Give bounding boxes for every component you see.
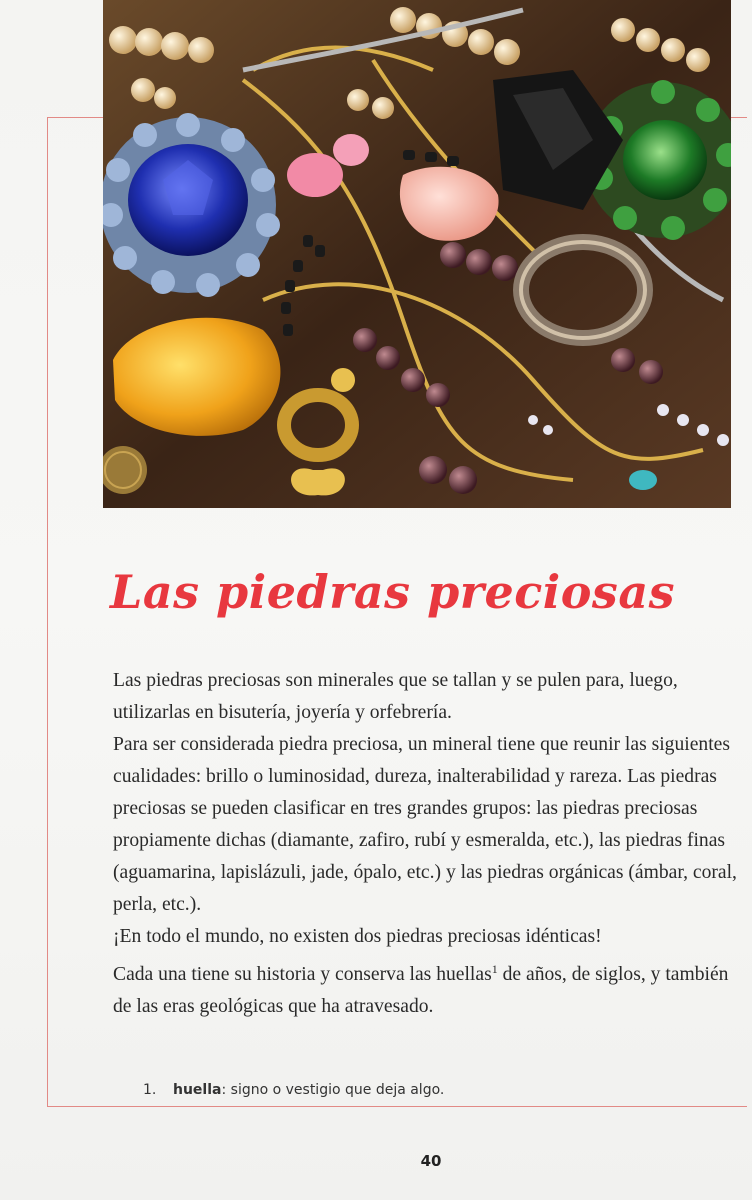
footnote-reference: 1 [491,962,498,976]
paragraph-history [113,953,743,1023]
page-title: Las piedras preciosas [110,565,676,619]
paragraph-history-end: de años, de siglos, y también de las eras geológicas que ha atravesado. [113,964,729,1017]
body-text [113,665,743,1023]
footnote-definition: : signo o vestigio que deja algo. [221,1082,445,1098]
footnote-term: huella [173,1082,222,1098]
footnote [143,1082,643,1098]
paragraph-history-start: Cada una tiene su historia y conserva las huellas [113,964,492,985]
footnote-number: 1. [143,1082,157,1098]
page-number: 40 [420,1152,442,1170]
paragraph-unique: ¡En todo el mundo, no existen dos piedras preciosas idénticas! [113,926,602,947]
jewelry-illustration [103,0,731,508]
paragraph-qualities: Para ser considerada piedra preciosa, un mineral tiene que reunir las siguientes cualidades: brillo o luminosidad, dureza, inalterabilidad y rareza. Las piedras preciosas se pueden clasificar en tres grandes grupos: las piedras preciosas propiamente dichas (diamante, zafiro, rubí y esmeralda, etc.), las piedras finas (aguamarina, lapislázuli, jade, ópalo, etc.) y las piedras orgánicas (ámbar, coral, perla, etc.). [113,734,737,915]
jewelry-photo [103,0,731,508]
paragraph-definition: Las piedras preciosas son minerales que se tallan y se pulen para, luego, utilizarlas en bisutería, joyería y orfebrería. [113,670,678,723]
